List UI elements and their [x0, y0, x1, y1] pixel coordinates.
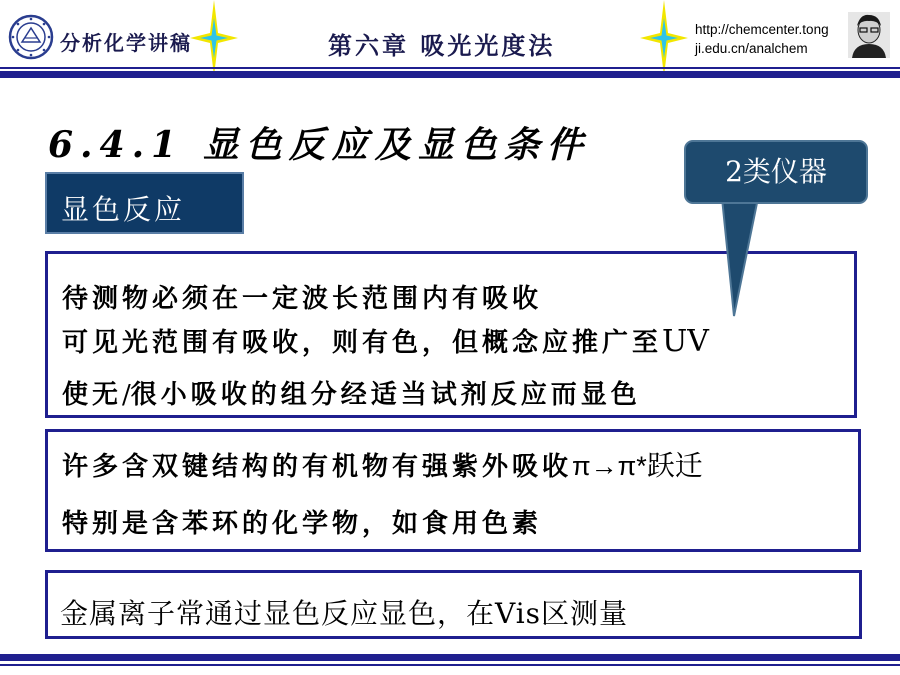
box3-text: 金属离子常通过显色反应显色，在Vis区测量 — [60, 597, 629, 630]
box2-line2: 特别是含苯环的化学物，如食用色素 — [62, 509, 543, 539]
portrait-photo — [848, 12, 890, 58]
sparkle-star-icon — [190, 0, 238, 76]
instrument-callout: 2类仪器 — [684, 140, 868, 204]
header-divider-thick — [0, 71, 900, 78]
website-url — [695, 20, 829, 58]
website-url-line1: http://chemcenter.tong — [695, 22, 829, 37]
callout-pointer — [700, 198, 780, 318]
sub-heading-box: 显色反应 — [45, 172, 244, 234]
chapter-title: 第六章 吸光光度法 — [328, 31, 556, 60]
header-divider-thin — [0, 67, 900, 69]
box1-line3-slash: / — [122, 380, 131, 410]
course-title: 分析化学讲稿 — [60, 31, 192, 55]
box1-line2-suffix: UV — [662, 324, 709, 359]
footer-divider-thick — [0, 654, 900, 661]
box1-line2 — [62, 322, 709, 359]
box1-line2-text: 可见光范围有吸收，则有色，但概念应推广至 — [62, 328, 663, 358]
section-title: 6.4.1 显色反应及显色条件 — [48, 124, 590, 166]
box1-line3-b: 很小吸收的组分经适当试剂反应而显色 — [130, 380, 641, 410]
sparkle-star-icon — [640, 0, 688, 76]
website-url-line2: ji.edu.cn/analchem — [695, 41, 808, 56]
box2-line1-symbol: π→π* — [572, 451, 647, 481]
box1-line3 — [62, 374, 641, 411]
box2-line1 — [62, 444, 703, 484]
footer-divider-thin — [0, 664, 900, 666]
box2-line1-suffix: 跃迁 — [646, 449, 703, 482]
box2-line1-text: 许多含双键结构的有机物有强紫外吸收 — [62, 452, 573, 482]
box1-line1: 待测物必须在一定波长范围内有吸收 — [62, 284, 543, 314]
university-seal-logo — [8, 14, 54, 60]
box1-line3-a: 使无 — [62, 380, 123, 410]
